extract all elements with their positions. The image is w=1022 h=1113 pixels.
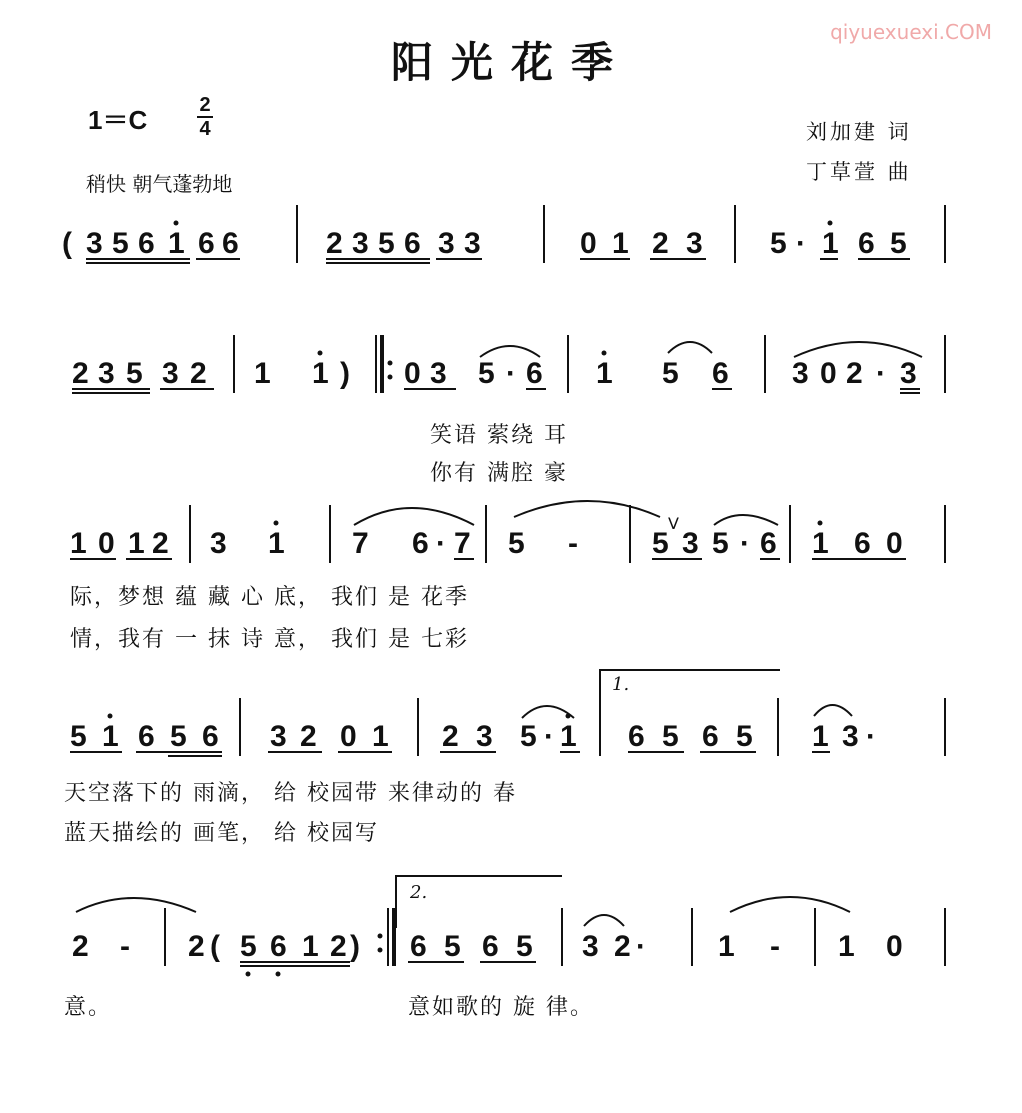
- svg-text:2: 2: [72, 357, 89, 390]
- svg-text:5: 5: [240, 930, 257, 963]
- svg-text:5: 5: [126, 357, 143, 390]
- svg-text:2: 2: [188, 930, 205, 963]
- svg-text:6: 6: [410, 930, 427, 963]
- staff-row-5-notation: [0, 882, 1022, 988]
- svg-text:0: 0: [340, 720, 357, 753]
- svg-text:5: 5: [70, 720, 87, 753]
- svg-text:5: 5: [444, 930, 461, 963]
- svg-text:1: 1: [612, 227, 629, 260]
- svg-text:5: 5: [652, 527, 669, 560]
- svg-text:1: 1: [102, 720, 119, 753]
- beams-row-1: [86, 205, 945, 263]
- svg-text:-: -: [120, 930, 130, 963]
- svg-text:5: 5: [478, 357, 495, 390]
- svg-text:6: 6: [222, 227, 239, 260]
- svg-text:0: 0: [886, 930, 903, 963]
- svg-text:5: 5: [662, 357, 679, 390]
- svg-text:·: ·: [506, 357, 516, 390]
- lyrics-row-3-verse-2: 情，我有 一 抹 诗 意， 我们 是 七彩: [70, 627, 469, 652]
- svg-text:2: 2: [190, 357, 207, 390]
- svg-text:7: 7: [352, 527, 369, 560]
- svg-text:·: ·: [866, 720, 876, 753]
- svg-text:5: 5: [378, 227, 395, 260]
- svg-text:0: 0: [886, 527, 903, 560]
- svg-text:0: 0: [580, 227, 597, 260]
- volta-2-label: 2.: [410, 882, 428, 903]
- svg-text:2: 2: [442, 720, 459, 753]
- svg-text:1: 1: [372, 720, 389, 753]
- notes-row-4: [70, 720, 876, 753]
- svg-text:5: 5: [516, 930, 533, 963]
- svg-text:5: 5: [508, 527, 525, 560]
- svg-text:6: 6: [858, 227, 875, 260]
- svg-text:3: 3: [430, 357, 447, 390]
- svg-text:6: 6: [854, 527, 871, 560]
- key-signature: 1＝C: [88, 105, 148, 135]
- svg-text:3: 3: [438, 227, 455, 260]
- svg-text:(: (: [210, 930, 220, 963]
- svg-text:·: ·: [636, 930, 646, 963]
- svg-text:5: 5: [662, 720, 679, 753]
- svg-text:3: 3: [900, 357, 917, 390]
- svg-text:0: 0: [98, 527, 115, 560]
- svg-text:·: ·: [544, 720, 554, 753]
- lyrics-row-5-verse-1: 意。: [64, 995, 113, 1020]
- dots-row-2: [318, 351, 607, 380]
- svg-text:2: 2: [326, 227, 343, 260]
- svg-text:5: 5: [712, 527, 729, 560]
- svg-text:1: 1: [70, 527, 87, 560]
- svg-text:2: 2: [846, 357, 863, 390]
- svg-text:3: 3: [210, 527, 227, 560]
- svg-text:3: 3: [352, 227, 369, 260]
- svg-text:6: 6: [482, 930, 499, 963]
- lyrics-row-2-verse-1: 笑语 萦绕 耳: [430, 423, 568, 448]
- svg-text:1: 1: [168, 227, 185, 260]
- svg-text:6: 6: [412, 527, 429, 560]
- svg-text:5: 5: [170, 720, 187, 753]
- svg-text:6: 6: [702, 720, 719, 753]
- svg-text:6: 6: [404, 227, 421, 260]
- song-title: 阳光花季: [390, 38, 631, 87]
- svg-text:·: ·: [436, 527, 446, 560]
- svg-text:6: 6: [138, 227, 155, 260]
- svg-text:): ): [340, 357, 350, 390]
- site-watermark: qiyuexuexi.COM: [830, 20, 992, 44]
- svg-text:6: 6: [760, 527, 777, 560]
- time-signature-bottom: 4: [199, 118, 211, 140]
- svg-text:2: 2: [72, 930, 89, 963]
- staff-row-4-notation: [0, 674, 1022, 778]
- staff-row-1: [0, 215, 1022, 275]
- dots-row-1: [174, 221, 833, 226]
- lyrics-row-4-verse-2: 蓝天描绘的 画笔， 给 校园写: [64, 821, 379, 846]
- breath-mark: V: [668, 514, 679, 533]
- lyrics-row-5-verse-2: 意如歌的 旋 律。: [408, 995, 594, 1020]
- lyrics-row-3-verse-1: 际，梦想 蕴 藏 心 底， 我们 是 花季: [70, 585, 469, 610]
- composer-credit: 丁草萱 曲: [806, 160, 912, 184]
- svg-text:3: 3: [464, 227, 481, 260]
- svg-text:): ): [350, 930, 360, 963]
- dots-row-4: [108, 714, 571, 719]
- svg-text:1: 1: [838, 930, 855, 963]
- svg-text:6: 6: [138, 720, 155, 753]
- lyrics-row-4-verse-1: 天空落下的 雨滴， 给 校园带 来律动的 春: [64, 781, 517, 806]
- svg-text:1: 1: [718, 930, 735, 963]
- svg-text:6: 6: [526, 357, 543, 390]
- svg-text:3: 3: [686, 227, 703, 260]
- svg-text:6: 6: [198, 227, 215, 260]
- svg-text:2: 2: [152, 527, 169, 560]
- svg-text:6: 6: [712, 357, 729, 390]
- svg-text:3: 3: [86, 227, 103, 260]
- svg-text:3: 3: [162, 357, 179, 390]
- svg-text:1: 1: [312, 357, 329, 390]
- staff-row-1-notation: [0, 215, 1022, 285]
- svg-text:5: 5: [736, 720, 753, 753]
- svg-text:0: 0: [404, 357, 421, 390]
- svg-text:2: 2: [614, 930, 631, 963]
- svg-text:5: 5: [770, 227, 787, 260]
- svg-text:3: 3: [98, 357, 115, 390]
- svg-text:3: 3: [842, 720, 859, 753]
- svg-text:6: 6: [202, 720, 219, 753]
- svg-text:1: 1: [254, 357, 271, 390]
- notes-row-5: [72, 930, 903, 963]
- lyrics-row-2-verse-2: 你有 满腔 豪: [430, 461, 568, 486]
- staff-row-2: [0, 345, 1022, 405]
- svg-text:2: 2: [652, 227, 669, 260]
- svg-text:1: 1: [822, 227, 839, 260]
- svg-text:5: 5: [520, 720, 537, 753]
- svg-text:1: 1: [812, 527, 829, 560]
- beams-row-5: [76, 897, 945, 966]
- staff-row-5: [0, 882, 1022, 978]
- svg-text:-: -: [770, 930, 780, 963]
- svg-text:0: 0: [820, 357, 837, 390]
- svg-text:-: -: [568, 527, 578, 560]
- svg-text:3: 3: [582, 930, 599, 963]
- svg-text:1: 1: [596, 357, 613, 390]
- svg-text:1: 1: [268, 527, 285, 560]
- svg-text:3: 3: [270, 720, 287, 753]
- svg-text:6: 6: [628, 720, 645, 753]
- svg-text:5: 5: [112, 227, 129, 260]
- notes-row-1: [62, 227, 907, 260]
- svg-text:2: 2: [330, 930, 347, 963]
- svg-text:7: 7: [454, 527, 471, 560]
- staff-row-2-notation: [0, 345, 1022, 415]
- tempo-marking: 稍快 朝气蓬勃地: [86, 172, 233, 196]
- svg-text:2: 2: [300, 720, 317, 753]
- svg-text:5: 5: [890, 227, 907, 260]
- svg-text:·: ·: [796, 227, 806, 260]
- svg-text:(: (: [62, 227, 72, 260]
- svg-text:·: ·: [740, 527, 750, 560]
- staff-row-4: [0, 674, 1022, 768]
- svg-text:1: 1: [812, 720, 829, 753]
- svg-text:1: 1: [302, 930, 319, 963]
- lyricist-credit: 刘加建 词: [806, 120, 912, 144]
- notes-row-2: [72, 357, 917, 390]
- staff-row-3: [0, 515, 1022, 575]
- svg-text:6: 6: [270, 930, 287, 963]
- svg-text:3: 3: [476, 720, 493, 753]
- svg-text:1: 1: [128, 527, 145, 560]
- svg-text:3: 3: [792, 357, 809, 390]
- time-signature-top: 2: [199, 94, 211, 116]
- staff-row-3-notation: [0, 515, 1022, 585]
- svg-text:1: 1: [560, 720, 577, 753]
- volta-1-label: 1.: [612, 674, 630, 695]
- svg-text:·: ·: [876, 357, 886, 390]
- svg-text:3: 3: [682, 527, 699, 560]
- time-signature: [190, 94, 220, 140]
